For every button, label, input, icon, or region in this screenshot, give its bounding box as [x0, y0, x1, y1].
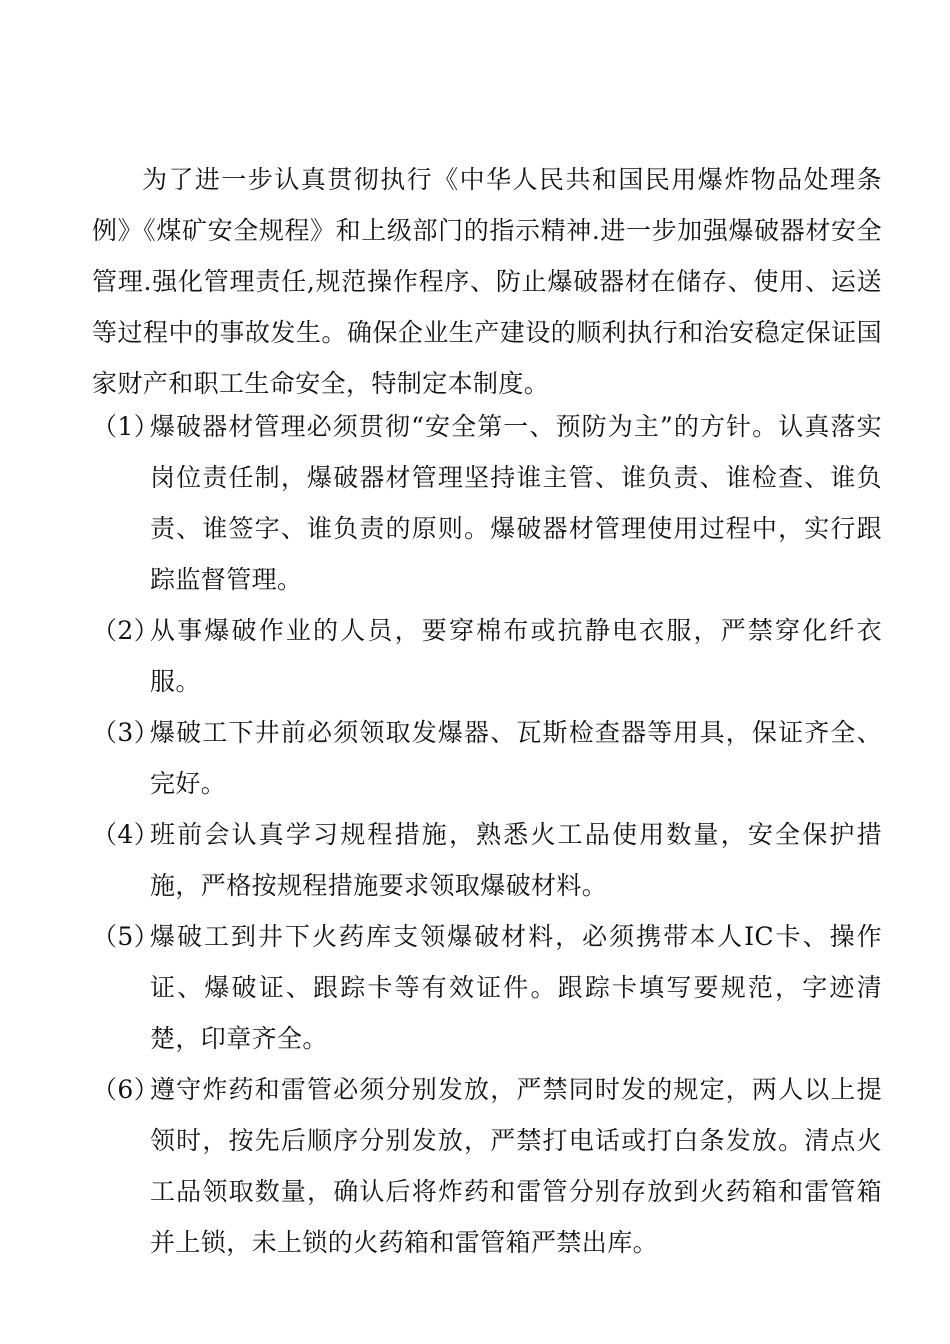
rule-text: 班前会认真学习规程措施，熟悉火工品使用数量，安全保护措施，严格按规程措施要求领取爆破材料。 [150, 820, 882, 900]
rule-text: 爆破器材管理必须贯彻“安全第一、预防为主”的方针。认真落实岗位责任制，爆破器材管理坚持谁主管、谁负责、谁检查、谁负责、谁签字、谁负责的原则。爆破器材管理使用过程中，实行跟踪监督管理。 [150, 412, 882, 594]
rule-text: 遵守炸药和雷管必须分别发放，严禁同时发的规定，两人以上提领时，按先后顺序分别发放，严禁打电话或打白条发放。清点火工品领取数量，确认后将炸药和雷管分别存放到火药箱和雷管箱并上锁，未上锁的火药箱和雷管箱严禁出库。 [150, 1075, 882, 1257]
rule-item-1 [92, 401, 882, 605]
rule-number: （2） [92, 616, 160, 645]
rules-list [92, 401, 882, 1268]
rule-item-6 [92, 1064, 882, 1268]
rule-number: （3） [92, 718, 160, 747]
rule-text: 爆破工到井下火药库支领爆破材料，必须携带本人IC卡、操作证、爆破证、跟踪卡等有效证件。跟踪卡填写要规范，字迹清楚，印章齐全。 [150, 922, 882, 1053]
intro-paragraph: 为了进一步认真贯彻执行《中华人民共和国民用爆炸物品处理条例》《煤矿安全规程》和上级部门的指示精神.进一步加强爆破器材安全管理.强化管理责任,规范操作程序、防止爆破器材在储存、使用、运送等过程中的事故发生。确保企业生产建设的顺利执行和治安稳定保证国家财产和职工生命安全，特制定本制度。 [92, 165, 882, 398]
rule-item-4 [92, 809, 882, 911]
rule-number: （5） [92, 922, 160, 951]
rule-number: （6） [92, 1075, 160, 1104]
rule-item-2 [92, 605, 882, 707]
rule-item-5 [92, 911, 882, 1064]
rule-number: （1） [92, 412, 160, 441]
rule-number: （4） [92, 820, 160, 849]
rule-item-3 [92, 707, 882, 809]
rule-text: 从事爆破作业的人员，要穿棉布或抗静电衣服，严禁穿化纤衣服。 [150, 616, 882, 696]
rule-text: 爆破工下井前必须领取发爆器、瓦斯检查器等用具，保证齐全、完好。 [150, 718, 882, 798]
